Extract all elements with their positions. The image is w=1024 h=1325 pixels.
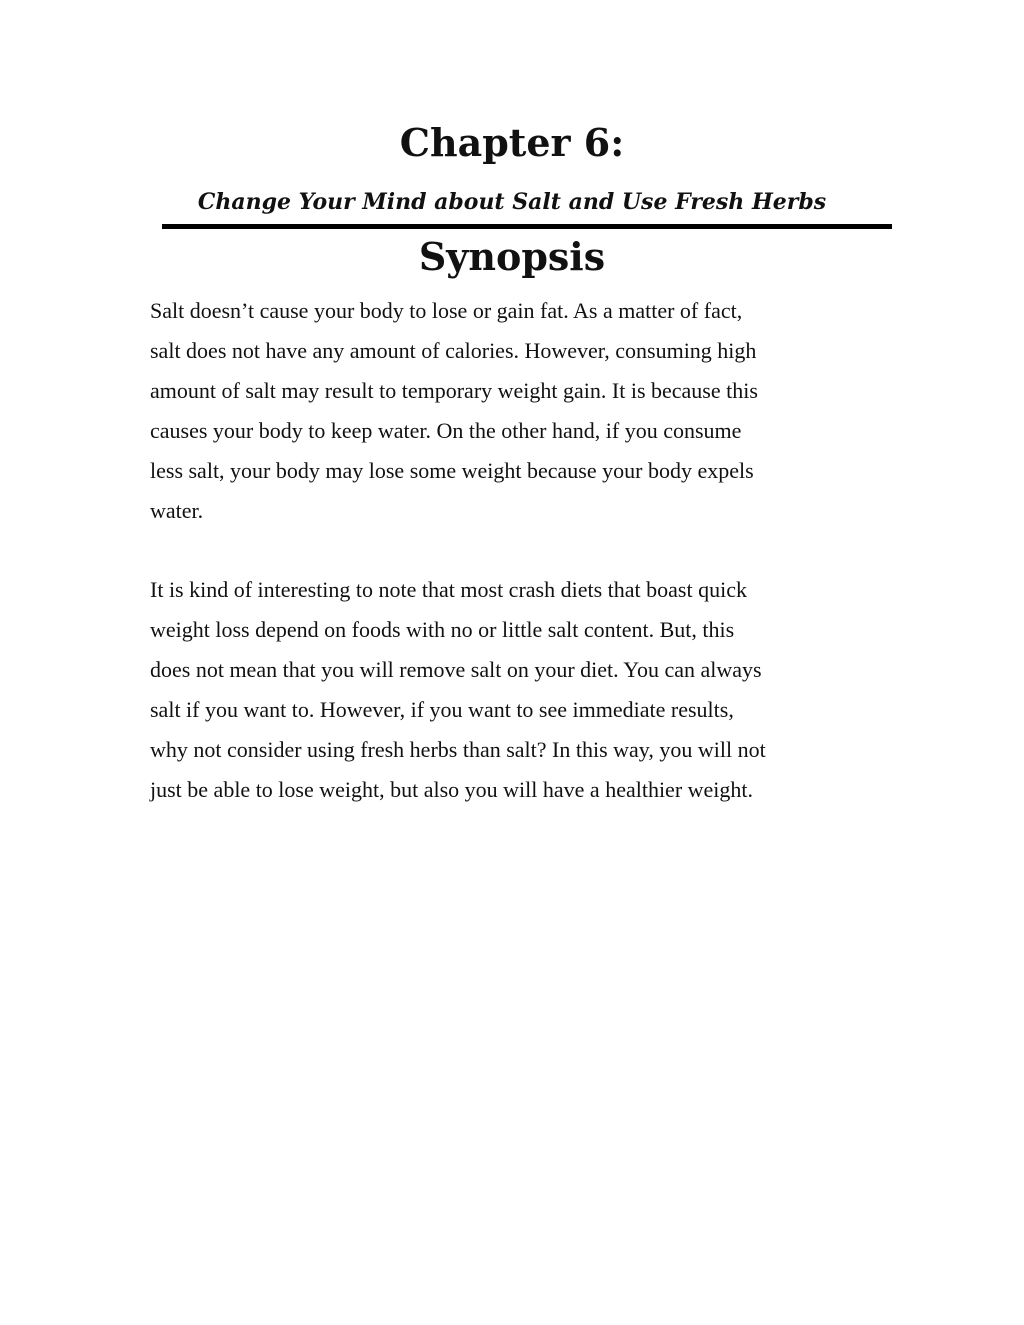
paragraph-line: salt if you want to. However, if you want to see immediate results, xyxy=(150,697,734,722)
section-title: Synopsis xyxy=(418,234,606,279)
paragraph-line: Salt doesn’t cause your body to lose or gain fat. As a matter of fact, xyxy=(150,298,743,323)
paragraph-line: amount of salt may result to temporary weight gain. It is because this xyxy=(150,378,758,403)
title-divider xyxy=(162,224,892,229)
paragraph-line: It is kind of interesting to note that most crash diets that boast quick xyxy=(150,577,747,602)
paragraph-line: does not mean that you will remove salt on your diet. You can always xyxy=(150,657,762,682)
paragraph-line: just be able to lose weight, but also you will have a healthier weight. xyxy=(150,777,754,802)
paragraph-line: weight loss depend on foods with no or little salt content. But, this xyxy=(150,617,735,642)
chapter-title: Chapter 6: xyxy=(399,120,625,165)
paragraph-2 xyxy=(150,570,890,810)
paragraph-line: causes your body to keep water. On the other hand, if you consume xyxy=(150,418,742,443)
paragraph-line: water. xyxy=(150,498,204,523)
paragraph-1 xyxy=(150,291,890,531)
paragraph-line: salt does not have any amount of calories. However, consuming high xyxy=(150,338,757,363)
chapter-subtitle: Change Your Mind about Salt and Use Fresh Herbs xyxy=(197,189,827,215)
paragraph-line: less salt, your body may lose some weight because your body expels xyxy=(150,458,754,483)
paragraph-line: why not consider using fresh herbs than salt? In this way, you will not xyxy=(150,737,766,762)
